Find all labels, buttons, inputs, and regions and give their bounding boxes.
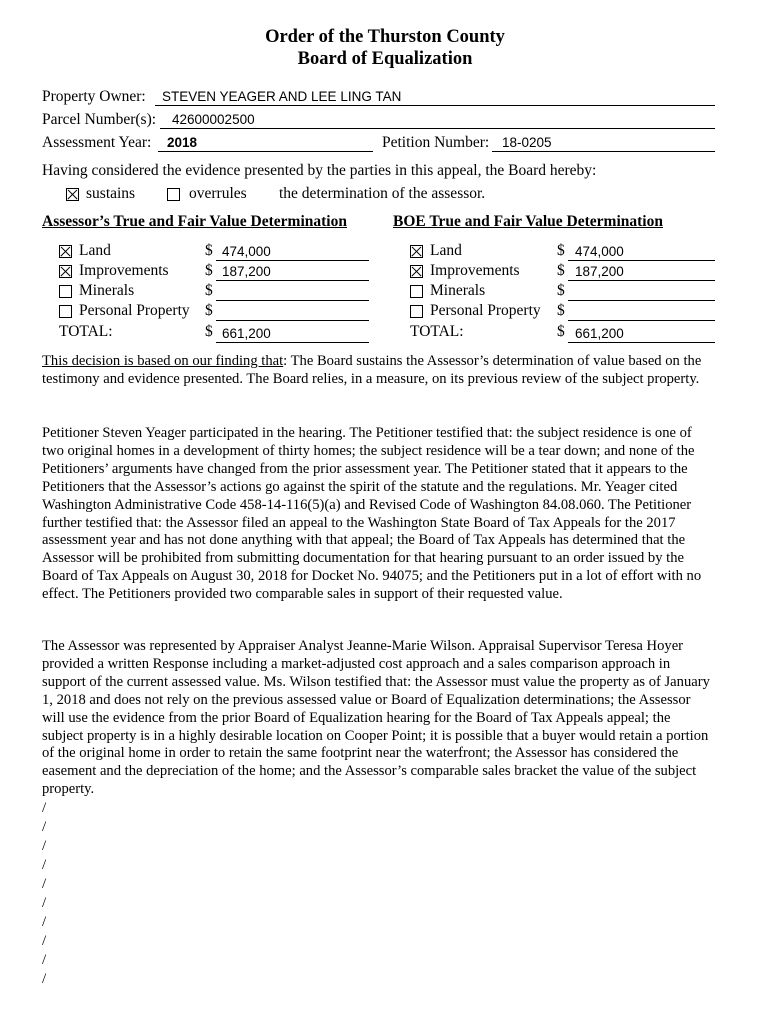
owner-underline: [155, 105, 715, 106]
assessor-minerals-checkbox[interactable]: [59, 285, 72, 298]
boe-total-label: TOTAL:: [410, 323, 464, 340]
boe-personal-checkbox[interactable]: [410, 305, 423, 318]
owner-label: Property Owner:: [42, 88, 146, 105]
dollar-sign: $: [205, 262, 213, 279]
assessor-paragraph: [42, 638, 710, 799]
decision-text: : The Board sustains the Assessor’s determination of value based on the testimony and evidence presented. The Board relies, in a measure, on its previous review of the subject property.: [42, 353, 702, 387]
dollar-sign: $: [557, 262, 565, 279]
assessor-heading: Assessor’s True and Fair Value Determination: [42, 213, 347, 230]
continuation-slash: /: [42, 971, 47, 987]
boe-total-value: 661,200: [575, 326, 624, 341]
continuation-slash: /: [42, 876, 47, 892]
field-underline: [216, 320, 369, 321]
assessor-total-value: 661,200: [222, 326, 271, 341]
petition-label: Petition Number:: [382, 134, 490, 151]
boe-land-value: 474,000: [575, 244, 624, 259]
parcel-value: 42600002500: [172, 112, 255, 127]
dollar-sign: $: [557, 282, 565, 299]
year-value: 2018: [167, 135, 198, 150]
field-underline: [216, 342, 369, 343]
field-underline: [216, 280, 369, 281]
determination-text: the determination of the assessor.: [279, 185, 486, 202]
overrules-checkbox[interactable]: [167, 188, 180, 201]
field-underline: [568, 342, 715, 343]
boe-personal-label: Personal Property: [430, 302, 541, 319]
assessor-land-checkbox[interactable]: [59, 245, 72, 258]
continuation-slash: /: [42, 914, 47, 930]
sustains-label: sustains: [86, 185, 136, 202]
dollar-sign: $: [557, 323, 565, 340]
petition-underline: [492, 151, 715, 152]
assessor-improvements-label: Improvements: [79, 262, 169, 279]
field-underline: [568, 300, 715, 301]
field-underline: [568, 280, 715, 281]
decision-paragraph: [42, 353, 710, 389]
assessor-land-value: 474,000: [222, 244, 271, 259]
continuation-slash: /: [42, 819, 47, 835]
owner-value: STEVEN YEAGER AND LEE LING TAN: [162, 89, 402, 104]
field-underline: [568, 320, 715, 321]
sustains-checkbox[interactable]: [66, 188, 79, 201]
petitioner-text: Petitioner Steven Yeager participated in the hearing. The Petitioner testified that: the subject residence is one of two original homes in a development of thirty homes; the subject residence will be a tear down; and none of the Petitioners’ arguments have changed from the prior assessment year. The Petitioner stated that it appears to the Petitioners that the Assessor’s actions go against the spirit of the statute and the regulations. Mr. Yeager cited Washington Administrative Code 458-14-116(5)(a) and Revised Code of Washington 84.08.060. The Petitioner further testified that: the Assessor filed an appeal to the Washington State Board of Tax Appeals for the 2017 assessment year and has not done anything with that appeal; the Board of Tax Appeals has determined that the Assessor will be prohibited from submitting documentation for that hearing pursuant to an order issued by the Board of Tax Appeals on August 30, 2018 for Docket No. 94075; and the Petitioners put in a lot of effort with no effect. The Petitioners provided two comparable sales in support of their requested value.: [42, 425, 702, 603]
assessor-personal-label: Personal Property: [79, 302, 190, 319]
field-underline: [216, 300, 369, 301]
assessor-personal-checkbox[interactable]: [59, 305, 72, 318]
title-line-2: Board of Equalization: [297, 49, 473, 69]
field-underline: [216, 260, 369, 261]
boe-land-checkbox[interactable]: [410, 245, 423, 258]
parcel-label: Parcel Number(s):: [42, 111, 157, 128]
year-underline: [158, 151, 373, 152]
boe-improvements-value: 187,200: [575, 264, 624, 279]
assessor-land-label: Land: [79, 242, 111, 259]
continuation-slash: /: [42, 895, 47, 911]
assessor-total-label: TOTAL:: [59, 323, 113, 340]
parcel-underline: [160, 128, 715, 129]
assessor-text: The Assessor was represented by Appraiser Analyst Jeanne-Marie Wilson. Appraisal Supervisor Teresa Hoyer provided a written Response including a market-adjusted cost approach and a sales comparison approach in support of the current assessed value. Ms. Wilson testified that: the Assessor must value the property as of January 1, 2018 and does not rely on the previous assessed value or Board of Equalization determinations; the Assessor will use the evidence from the prior Board of Equalization hearing for the Board of Tax Appeals appeal; the subject property is in a highly desirable location on Cooper Point; it is possible that a buyer would retain a portion of the original home in order to retain the same footprint near the waterfront; the Assessor has considered the easement and the depreciation of the home; and the Assessor’s comparable sales bracket the value of the subject property.: [42, 638, 710, 798]
petitioner-paragraph: [42, 425, 710, 604]
boe-improvements-checkbox[interactable]: [410, 265, 423, 278]
assessor-improvements-checkbox[interactable]: [59, 265, 72, 278]
continuation-slash: /: [42, 857, 47, 873]
petition-value: 18-0205: [502, 135, 552, 150]
field-underline: [568, 260, 715, 261]
boe-land-label: Land: [430, 242, 462, 259]
assessor-improvements-value: 187,200: [222, 264, 271, 279]
dollar-sign: $: [205, 323, 213, 340]
boe-minerals-checkbox[interactable]: [410, 285, 423, 298]
dollar-sign: $: [557, 302, 565, 319]
dollar-sign: $: [557, 242, 565, 259]
continuation-slash: /: [42, 838, 47, 854]
assessor-minerals-label: Minerals: [79, 282, 135, 299]
continuation-slash: /: [42, 933, 47, 949]
boe-improvements-label: Improvements: [430, 262, 520, 279]
boe-heading: BOE True and Fair Value Determination: [393, 213, 663, 230]
dollar-sign: $: [205, 242, 213, 259]
year-label: Assessment Year:: [42, 134, 152, 151]
dollar-sign: $: [205, 282, 213, 299]
boe-minerals-label: Minerals: [430, 282, 486, 299]
considered-text: Having considered the evidence presented by the parties in this appeal, the Board hereby:: [42, 162, 597, 179]
overrules-label: overrules: [189, 185, 247, 202]
decision-lead: This decision is based on our finding that: [42, 353, 284, 369]
title-line-1: Order of the Thurston County: [265, 27, 505, 47]
continuation-slash: /: [42, 952, 47, 968]
continuation-slash: /: [42, 800, 47, 816]
dollar-sign: $: [205, 302, 213, 319]
